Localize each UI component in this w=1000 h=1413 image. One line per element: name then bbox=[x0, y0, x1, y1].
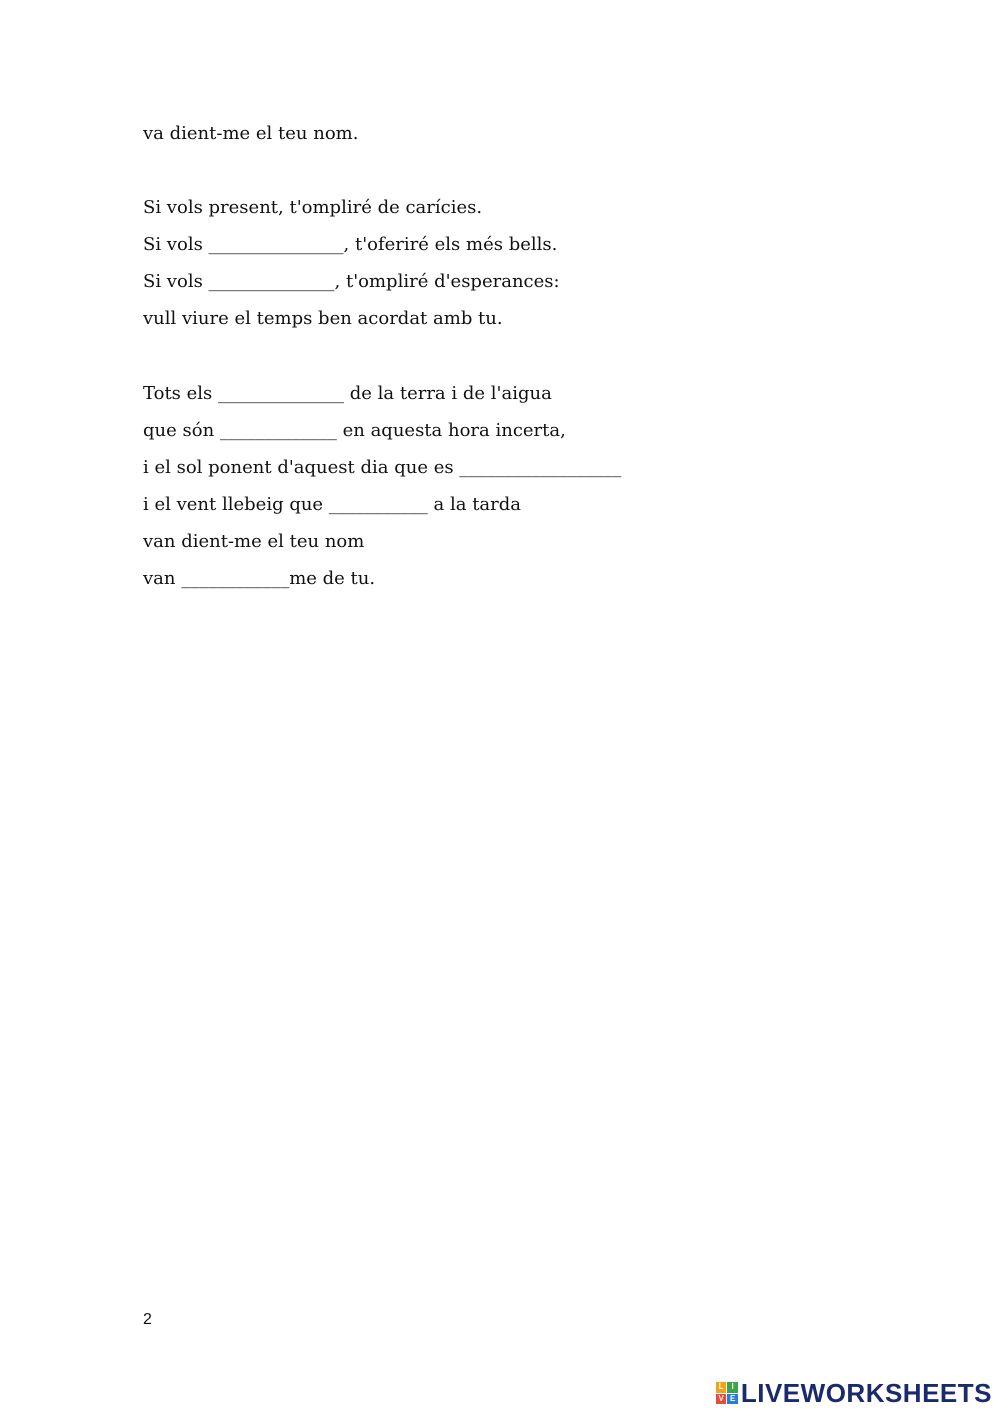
poem-line-with-blank[interactable]: Si vols _______________, t'oferiré els més bells. bbox=[143, 234, 558, 255]
logo-mark-letter: E bbox=[727, 1394, 738, 1405]
logo-mark-letter: I bbox=[727, 1382, 738, 1393]
page-number: 2 bbox=[143, 1311, 152, 1328]
poem-line-with-blank[interactable]: Tots els ______________ de la terra i de l'aigua bbox=[143, 383, 552, 404]
poem-line: van dient-me el teu nom bbox=[143, 531, 365, 552]
poem-line: va dient-me el teu nom. bbox=[143, 123, 359, 144]
liveworksheets-wordmark: LIVEWORKSHEETS bbox=[740, 1377, 992, 1408]
poem-line-with-blank[interactable]: van ____________me de tu. bbox=[143, 568, 376, 589]
poem-line: Si vols present, t'ompliré de carícies. bbox=[143, 197, 483, 218]
poem-line: vull viure el temps ben acordat amb tu. bbox=[143, 308, 503, 329]
logo-mark-letter: V bbox=[716, 1394, 727, 1405]
poem-line-with-blank[interactable]: Si vols ______________, t'ompliré d'esperances: bbox=[143, 271, 560, 292]
liveworksheets-logo bbox=[716, 1379, 992, 1407]
logo-mark-letter: L bbox=[716, 1382, 727, 1393]
liveworksheets-mark-icon bbox=[716, 1382, 738, 1404]
poem-line-with-blank[interactable]: i el sol ponent d'aquest dia que es __________________ bbox=[143, 457, 622, 478]
poem-line-with-blank[interactable]: i el vent llebeig que ___________ a la tarda bbox=[143, 494, 522, 515]
poem-line-with-blank[interactable]: que són _____________ en aquesta hora incerta, bbox=[143, 420, 566, 441]
